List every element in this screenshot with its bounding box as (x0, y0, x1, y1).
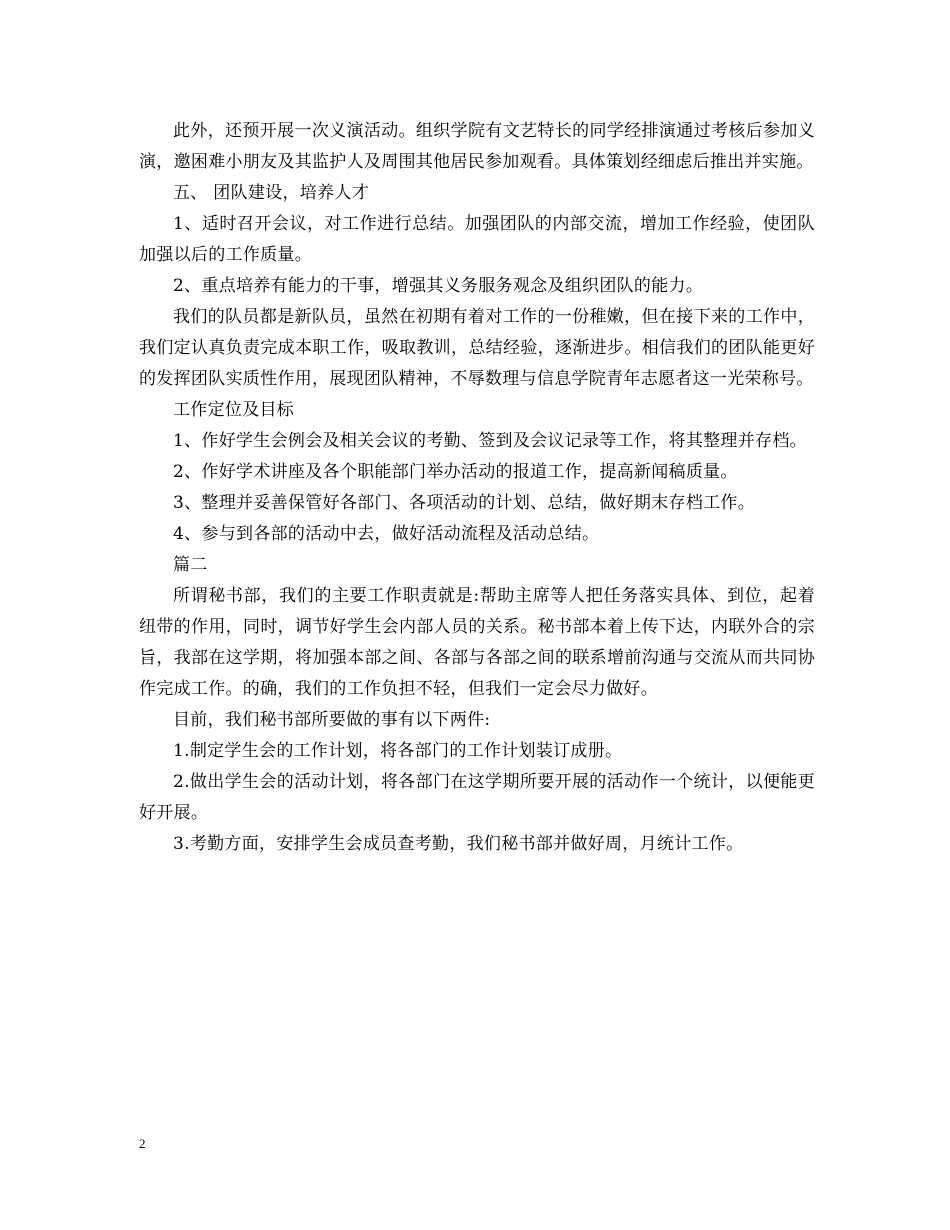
paragraph-current-tasks-intro: 目前，我们秘书部所要做的事有以下两件: (173, 710, 491, 730)
section-heading-work-goals: 工作定位及目标 (173, 400, 295, 420)
list-item-archiving: 3、整理并妥善保管好各部门、各项活动的计划、总结，做好期末存档工作。 (173, 493, 756, 513)
document-body (139, 116, 815, 860)
paragraph-secretariat-duties: 所谓秘书部，我们的主要工作职责就是:帮助主席等人把任务落实具体、到位，起着纽带的作用，同时，调节好学生会内部人员的关系。秘书部本着上传下达，内联外合的宗旨，我部在这学期，将加强本部之间、各部与各部之间的联系增前沟通与交流从而共同协作完成工作。的确，我们的工作负担不轻，但我们一定会尽力做好。 (139, 586, 815, 699)
paragraph-team-commitment: 我们的队员都是新队员，虽然在初期有着对工作的一份稚嫩，但在接下来的工作中，我们定认真负责完成本职工作，吸取教训，总结经验，逐渐进步。相信我们的团队能更好的发挥团队实质性作用，展现团队精神，不辱数理与信息学院青年志愿者这一光荣称号。 (139, 307, 815, 389)
list-item-reporting: 2、作好学术讲座及各个职能部门举办活动的报道工作，提高新闻稿质量。 (173, 462, 738, 482)
paragraph-charity-performance: 此外，还预开展一次义演活动。组织学院有文艺特长的同学经排演通过考核后参加义演，邀困难小朋友及其监护人及周围其他居民参加观看。具体策划经细虑后推出并实施。 (139, 121, 815, 172)
page-number: 2 (139, 1136, 146, 1151)
list-item-meetings: 1、适时召开会议，对工作进行总结。加强团队的内部交流，增加工作经验，使团队加强以后的工作质量。 (139, 214, 815, 265)
list-item-attendance-records: 1、作好学生会例会及相关会议的考勤、签到及会议记录等工作，将其整理并存档。 (173, 431, 807, 451)
list-item-participation: 4、参与到各部的活动中去，做好活动流程及活动总结。 (173, 524, 600, 544)
list-item-work-plan: 1.制定学生会的工作计划，将各部门的工作计划装订成册。 (173, 741, 623, 761)
section-heading-part-two: 篇二 (173, 555, 208, 575)
list-item-activity-plan: 2.做出学生会的活动计划，将各部门在这学期所要开展的活动作一个统计，以便能更好开展。 (139, 772, 815, 823)
list-item-attendance-stats: 3.考勤方面，安排学生会成员查考勤，我们秘书部并做好周，月统计工作。 (173, 834, 744, 854)
list-item-training: 2、重点培养有能力的干事，增强其义务服务观念及组织团队的能力。 (173, 276, 704, 296)
section-heading-team-building: 五、 团队建设，培养人才 (173, 183, 370, 203)
